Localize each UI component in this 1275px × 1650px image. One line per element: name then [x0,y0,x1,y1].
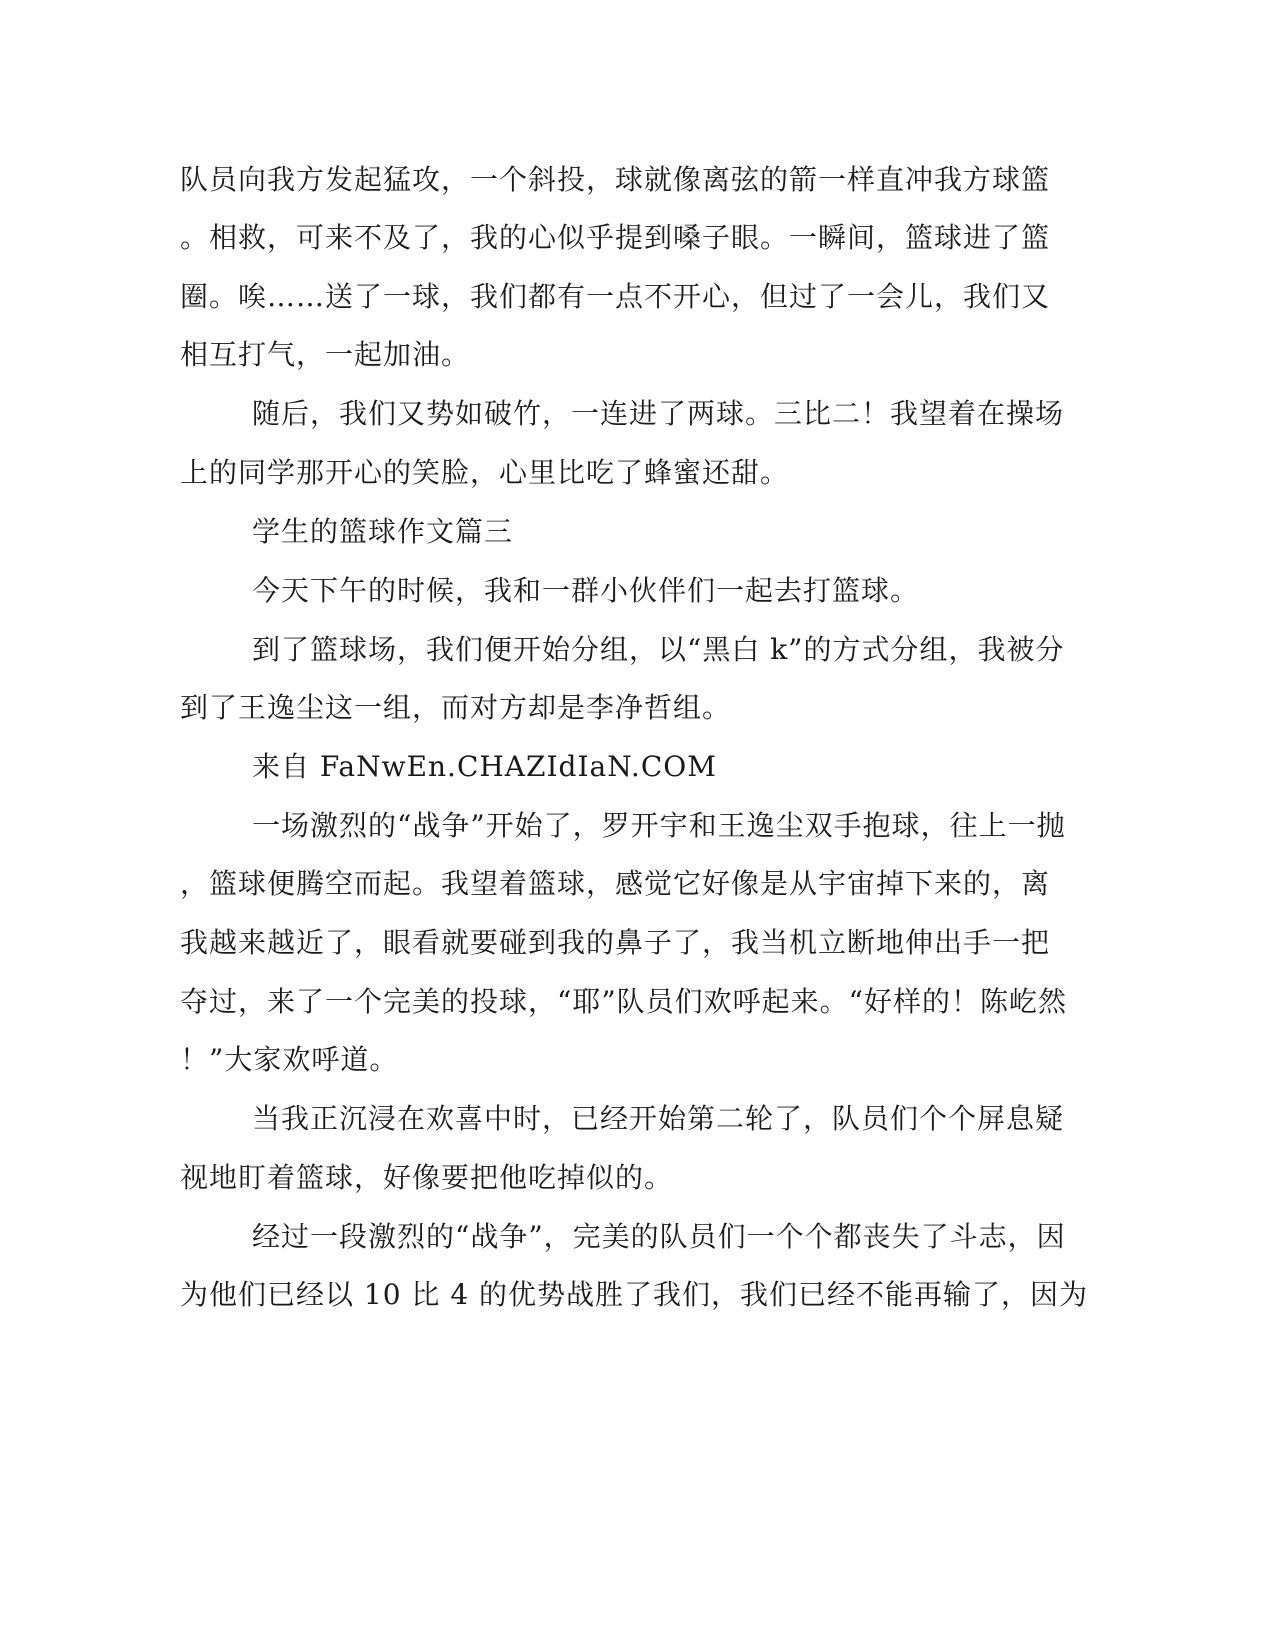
text-line: 夺过，来了一个完美的投球，“耶”队员们欢呼起来。“好样的！陈屹然 [180,985,1067,1018]
text-line: 经过一段激烈的“战争”，完美的队员们一个个都丧失了斗志，因 [252,1220,1066,1253]
text-line: 视地盯着篮球，好像要把他吃掉似的。 [180,1161,674,1194]
source-line: 来自 FaNwEn.CHAZIdIaN.COM [252,750,717,783]
text-line: 到了王逸尘这一组，而对方却是李净哲组。 [180,691,732,724]
text-line: 我越来越近了，眼看就要碰到我的鼻子了，我当机立断地伸出手一把 [180,926,1051,959]
text-line: ！”大家欢呼道。 [180,1043,399,1076]
text-line: 队员向我方发起猛攻，一个斜投，球就像离弦的箭一样直冲我方球篮 [180,163,1051,196]
text-line: 当我正沉浸在欢喜中时，已经开始第二轮了，队员们个个屏息疑 [252,1102,1065,1135]
text-line: 。相救，可来不及了，我的心似乎提到嗓子眼。一瞬间，篮球进了篮 [180,221,1051,254]
text-line: 圈。唉……送了一球，我们都有一点不开心，但过了一会儿，我们又 [180,280,1051,313]
text-line: 到了篮球场，我们便开始分组，以“黑白 k”的方式分组，我被分 [252,633,1065,666]
text-line: 今天下午的时候，我和一群小伙伴们一起去打篮球。 [252,574,920,607]
text-line: 一场激烈的“战争”开始了，罗开宇和王逸尘双手抱球，往上一抛 [252,809,1066,842]
text-line: 相互打气，一起加油。 [180,338,471,371]
text-line: 为他们已经以 10 比 4 的优势战胜了我们，我们已经不能再输了，因为 [180,1278,1089,1311]
text-line: ，篮球便腾空而起。我望着篮球，感觉它好像是从宇宙掉下来的，离 [180,867,1051,900]
text-line: 上的同学那开心的笑脸，心里比吃了蜂蜜还甜。 [180,456,790,489]
section-heading: 学生的篮球作文篇三 [252,515,514,548]
text-line: 随后，我们又势如破竹，一连进了两球。三比二！我望着在操场 [252,397,1065,430]
